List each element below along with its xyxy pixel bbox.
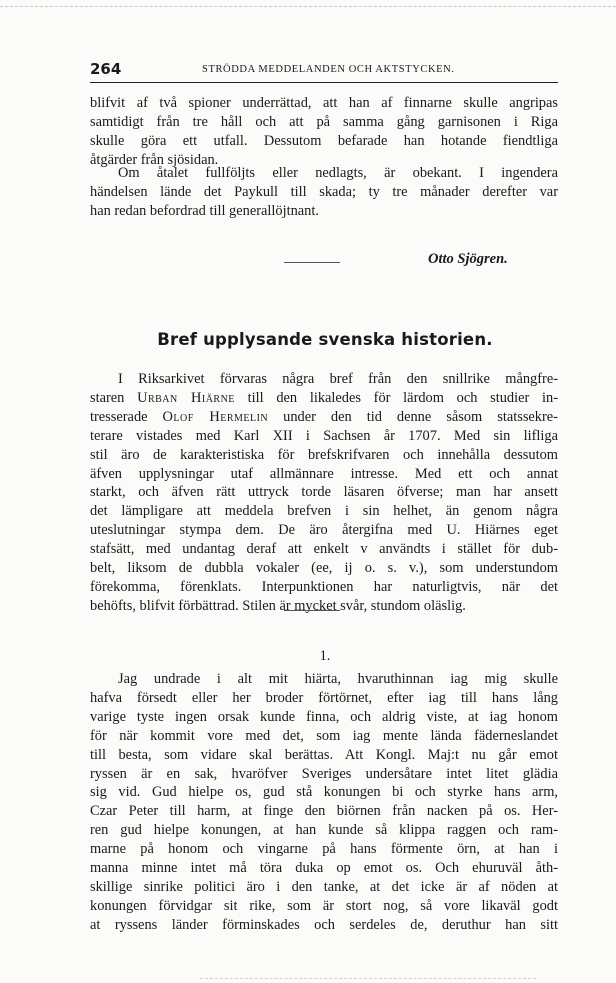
text-line: terare vistades med Karl XII i Sachsen år 1707. Med sin lifliga [90,427,558,444]
text-line: belt, liksom de dubbla vokaler (ee, ij o. s. v.), som understundom [90,560,558,577]
text-line: åtgärder från sjösidan. [90,152,219,168]
paragraph-closing [90,164,558,221]
text-line [90,408,558,427]
text-line: hafva försedt eller her broder förtörnet, efter iag till hans lång [90,689,558,706]
section-divider [284,262,340,263]
person-name: Olof Hermelin [162,408,269,425]
text-line: det lämpligare att meddela brefven i sin helhet, än genom några [90,503,558,520]
text-line: manna minne intet må töra duka op emot os. Och ehuruväl åth- [90,860,558,877]
text-line: stil äro de karakteristiska för brefskrifvaren och innehålla dessutom [90,446,558,463]
section-divider [284,610,340,611]
article-title: Bref upplysande svenska historien. [157,330,493,349]
text-line: varige tyste ingen orsak kunde finna, och aldrig viste, at iag honom [90,708,558,725]
page-number: 264 [90,60,122,78]
text-run: till den likaledes för lärdom och studier in- [234,389,559,406]
introduction-paragraph [90,370,558,616]
text-line: för när kommit vore med det, som iag mente lända fäderneslandet [90,727,558,744]
paragraph-continuation [90,94,558,170]
author-signature: Otto Sjögren. [428,251,508,267]
text-line: marne på honom och vingarne på hans förmente örn, at han i [90,841,558,858]
scan-edge-bottom [200,978,536,979]
text-line: samtidigt från tre håll och att på samma gång garnisonen i Riga [90,114,558,130]
text-line: ren gud hielpe konungen, at han kunde så klippa raggen och ram- [90,822,558,839]
page-header [90,60,560,80]
text-line: till besta, som vidare skal berättas. Att Kongl. Maj:t nu går emot [90,746,558,763]
text-line: förekomma, förenklats. Interpunktionen har naturligtvis, när det [90,578,558,595]
text-line: skulle göra ett utfall. Dessutom befarade han hotande fiendtliga [90,133,558,149]
text-line: äfven upplysningar utaf allmännare intresse. Med ett och annat [90,465,558,482]
scan-edge-top [0,6,616,7]
text-line: han redan befordrad till generallöjtnant. [90,203,319,219]
text-line: I Riksarkivet förvaras några bref från den snillrike mångfre- [118,371,558,387]
letter-text [90,670,558,935]
text-line: Om åtalet fullföljts eller nedlagts, är obekant. I ingendera [118,165,558,181]
text-line: behöfts, blifvit förbättrad. Stilen är mycket svår, stundom oläslig. [90,597,466,614]
text-run: tresserade [90,408,163,425]
text-line: blifvit af två spioner underrättad, att han af finnarne skulle angripas [90,95,558,111]
header-rule [90,82,558,83]
text-line [90,389,558,408]
person-name: Urban Hiärne [137,389,235,406]
text-run: under den tid denne såsom statssekre- [268,408,558,425]
text-line: at ryssens länder förminskades och serdeles de, deruthur han sitt [90,916,558,933]
text-line: händelsen lände det Paykull till skada; ty tre månader derefter var [90,184,558,200]
text-line: uteslutningar stympa dem. De äro återgifna med U. Hiärnes eget [90,522,558,539]
text-line: konungen förvidgar sit rike, som är stort nog, så vore likaväl godt [90,897,558,914]
letter-number: 1. [319,648,331,664]
text-line: Czar Peter till harm, at finge den biörnen från nacken på os. Her- [90,803,558,820]
text-run: staren [90,389,138,406]
running-head: STRÖDDA MEDDELANDEN OCH AKTSTYCKEN. [202,64,455,75]
text-line: Jag undrade i alt mit hiärta, hvaruthinnan iag mig skulle [118,671,558,687]
text-line: stafsätt, med undantag deraf att enkelt v användts i stället för dub- [90,541,558,558]
text-line: sig vid. Gud hielpe os, gud stå konungen bi och styrke hans arm, [90,784,558,801]
text-line: starkt, och äfven rätt uttryck torde läsaren öfverse; man har ansett [90,484,558,501]
text-line: skillige sinrike politici äro i den tanke, at det icke är af nöden at [90,878,558,895]
text-line: ryssen är en sak, hvaröfver Sveriges undersåtare intet litet glädia [90,765,558,782]
